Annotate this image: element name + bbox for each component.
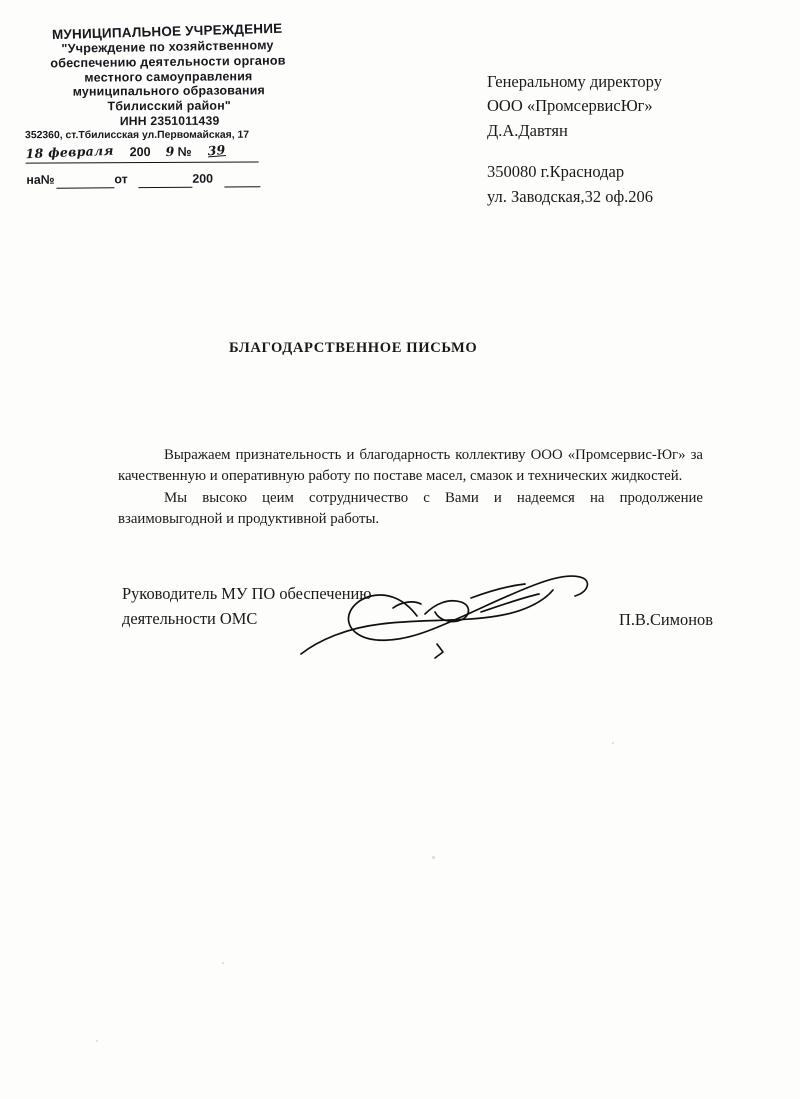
letterhead-line-2: "Учреждение по хозяйственному bbox=[61, 38, 274, 56]
signatory-position-line-1: Руководитель МУ ПО обеспечению bbox=[122, 584, 372, 603]
document-title: БЛАГОДАРСТВЕННОЕ ПИСЬМО bbox=[229, 340, 478, 356]
date-year-prefix: 200 bbox=[129, 144, 151, 160]
scan-speck bbox=[432, 856, 435, 859]
reference-na-label: на№ bbox=[26, 172, 55, 187]
addressee-line-1: Генеральному директору bbox=[487, 72, 662, 91]
number-symbol: № bbox=[177, 144, 192, 159]
addressee-block bbox=[487, 70, 662, 209]
letterhead-block bbox=[22, 20, 317, 196]
scan-speck bbox=[222, 962, 224, 964]
signatory-position bbox=[122, 582, 372, 631]
handwritten-date: 18 февраля bbox=[25, 142, 114, 162]
reference-rule-2 bbox=[138, 187, 192, 188]
body-paragraph-2: Мы высоко цеим сотрудничество с Вами и надеемся на продолжение взаимовыгодной и продуктивной работы. bbox=[118, 490, 703, 527]
letterhead-line-1: МУНИЦИПАЛЬНОЕ УЧРЕЖДЕНИЕ bbox=[51, 20, 283, 43]
body-paragraph-1: Выражаем признательность и благодарность коллективу ООО «Промсервис-Юг» за качественную и оперативную работу по поставе масел, смазок и технических жидкостей. bbox=[118, 447, 703, 484]
handwritten-year-digit: 9 bbox=[165, 143, 176, 160]
reference-year-label: 200 bbox=[192, 171, 214, 186]
letterhead-line-5: муниципального образования bbox=[72, 83, 266, 99]
letterhead-address: 352360, ст.Тбилисская ул.Первомайская, 17 bbox=[25, 129, 250, 142]
letterhead-line-3: обеспечению деятельности органов bbox=[50, 53, 286, 71]
letterhead-inn: ИНН 2351011439 bbox=[119, 113, 220, 128]
reference-ot-label: от bbox=[114, 172, 128, 187]
signatory-position-line-2: деятельности ОМС bbox=[122, 608, 258, 628]
addressee-line-4: 350080 г.Краснодар bbox=[487, 162, 625, 182]
date-rule bbox=[26, 161, 259, 163]
letterhead-date-line bbox=[26, 143, 316, 167]
addressee-line-3: Д.А.Давтян bbox=[487, 120, 568, 140]
letterhead-reference-line bbox=[26, 171, 316, 193]
letterhead-line-4: местного самоуправления bbox=[84, 68, 253, 85]
scan-speck bbox=[96, 1040, 98, 1042]
document-body bbox=[118, 445, 703, 530]
letterhead-line-6: Тбилисский район" bbox=[107, 98, 231, 114]
reference-rule-3 bbox=[224, 186, 260, 187]
reference-rule-1 bbox=[56, 187, 114, 188]
signatory-name: П.В.Симонов bbox=[619, 610, 713, 629]
addressee-spacer bbox=[487, 143, 662, 160]
addressee-line-2: ООО «ПромсервисЮг» bbox=[487, 96, 653, 116]
scan-speck bbox=[612, 742, 614, 744]
handwritten-document-number: 39 bbox=[207, 141, 227, 159]
addressee-line-5: ул. Заводская,32 оф.206 bbox=[487, 186, 654, 206]
